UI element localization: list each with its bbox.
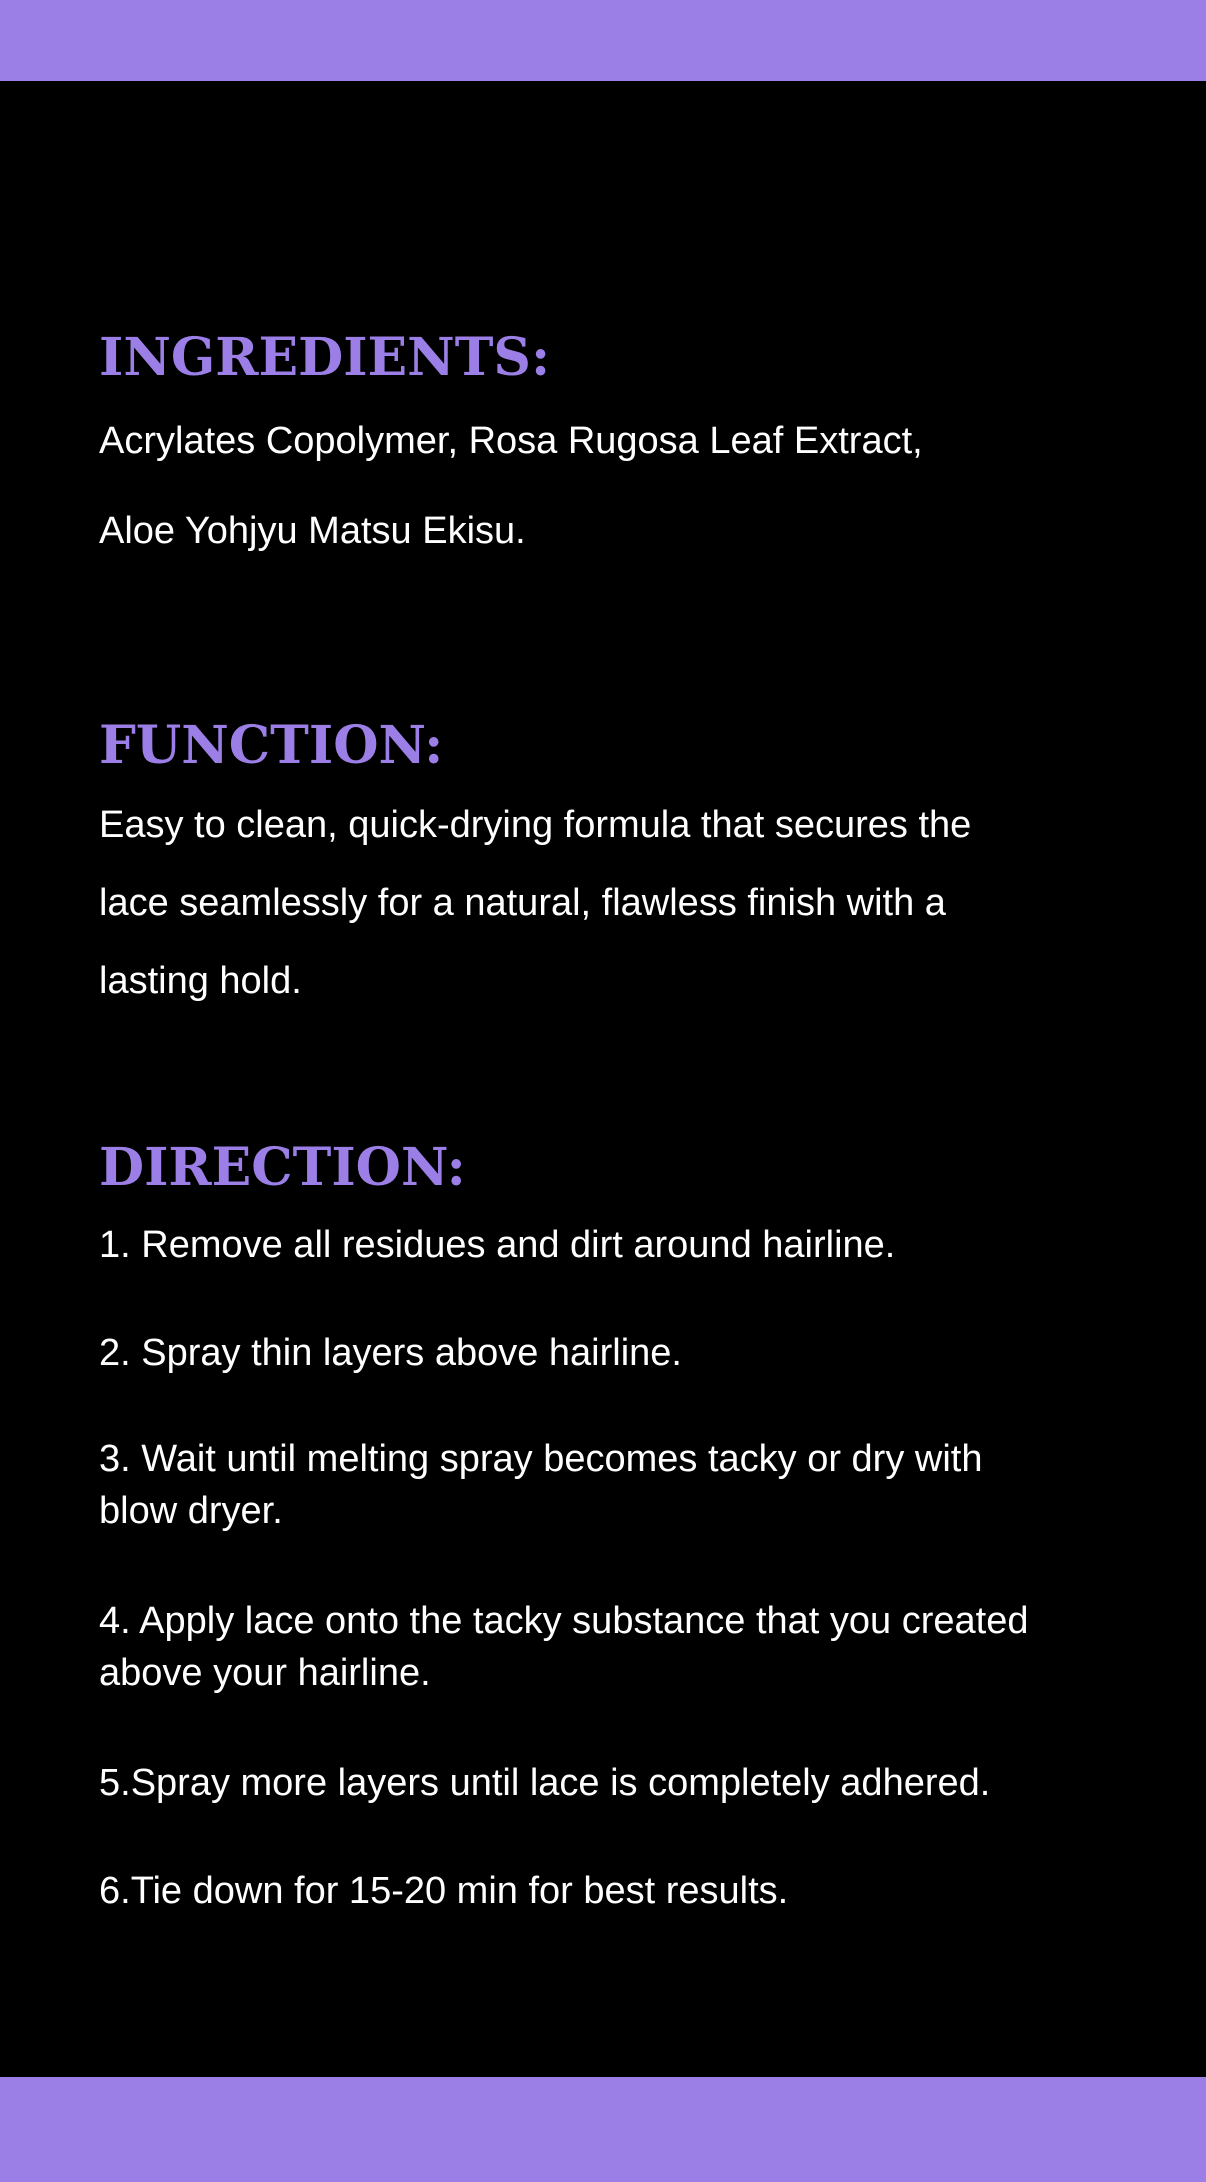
bottom-accent-band — [0, 2077, 1206, 2182]
direction-step-3 — [99, 1433, 982, 1537]
direction-step-6: 6.Tie down for 15-20 min for best results. — [99, 1870, 789, 1912]
top-accent-band — [0, 0, 1206, 81]
direction-step-1: 1. Remove all residues and dirt around hairline. — [99, 1224, 896, 1266]
direction-step-5: 5.Spray more layers until lace is completely adhered. — [99, 1762, 991, 1804]
ingredients-line-2: Aloe Yohjyu Matsu Ekisu. — [99, 510, 526, 552]
function-line-1: Easy to clean, quick-drying formula that secures the — [99, 804, 972, 846]
direction-step-2: 2. Spray thin layers above hairline. — [99, 1332, 682, 1374]
direction-heading: DIRECTION: — [99, 1137, 466, 1198]
direction-step-3-line-1: 3. Wait until melting spray becomes tacky or dry with — [99, 1438, 983, 1480]
ingredients-heading: INGREDIENTS: — [99, 327, 551, 388]
direction-step-4-line-2: above your hairline. — [99, 1652, 431, 1694]
direction-step-4 — [99, 1595, 1028, 1699]
function-line-2: lace seamlessly for a natural, flawless finish with a — [99, 882, 946, 924]
ingredients-line-1: Acrylates Copolymer, Rosa Rugosa Leaf Extract, — [99, 420, 923, 462]
function-line-3: lasting hold. — [99, 960, 302, 1002]
direction-step-3-line-2: blow dryer. — [99, 1490, 283, 1532]
direction-step-4-line-1: 4. Apply lace onto the tacky substance that you created — [99, 1600, 1029, 1642]
function-heading: FUNCTION: — [99, 715, 444, 776]
